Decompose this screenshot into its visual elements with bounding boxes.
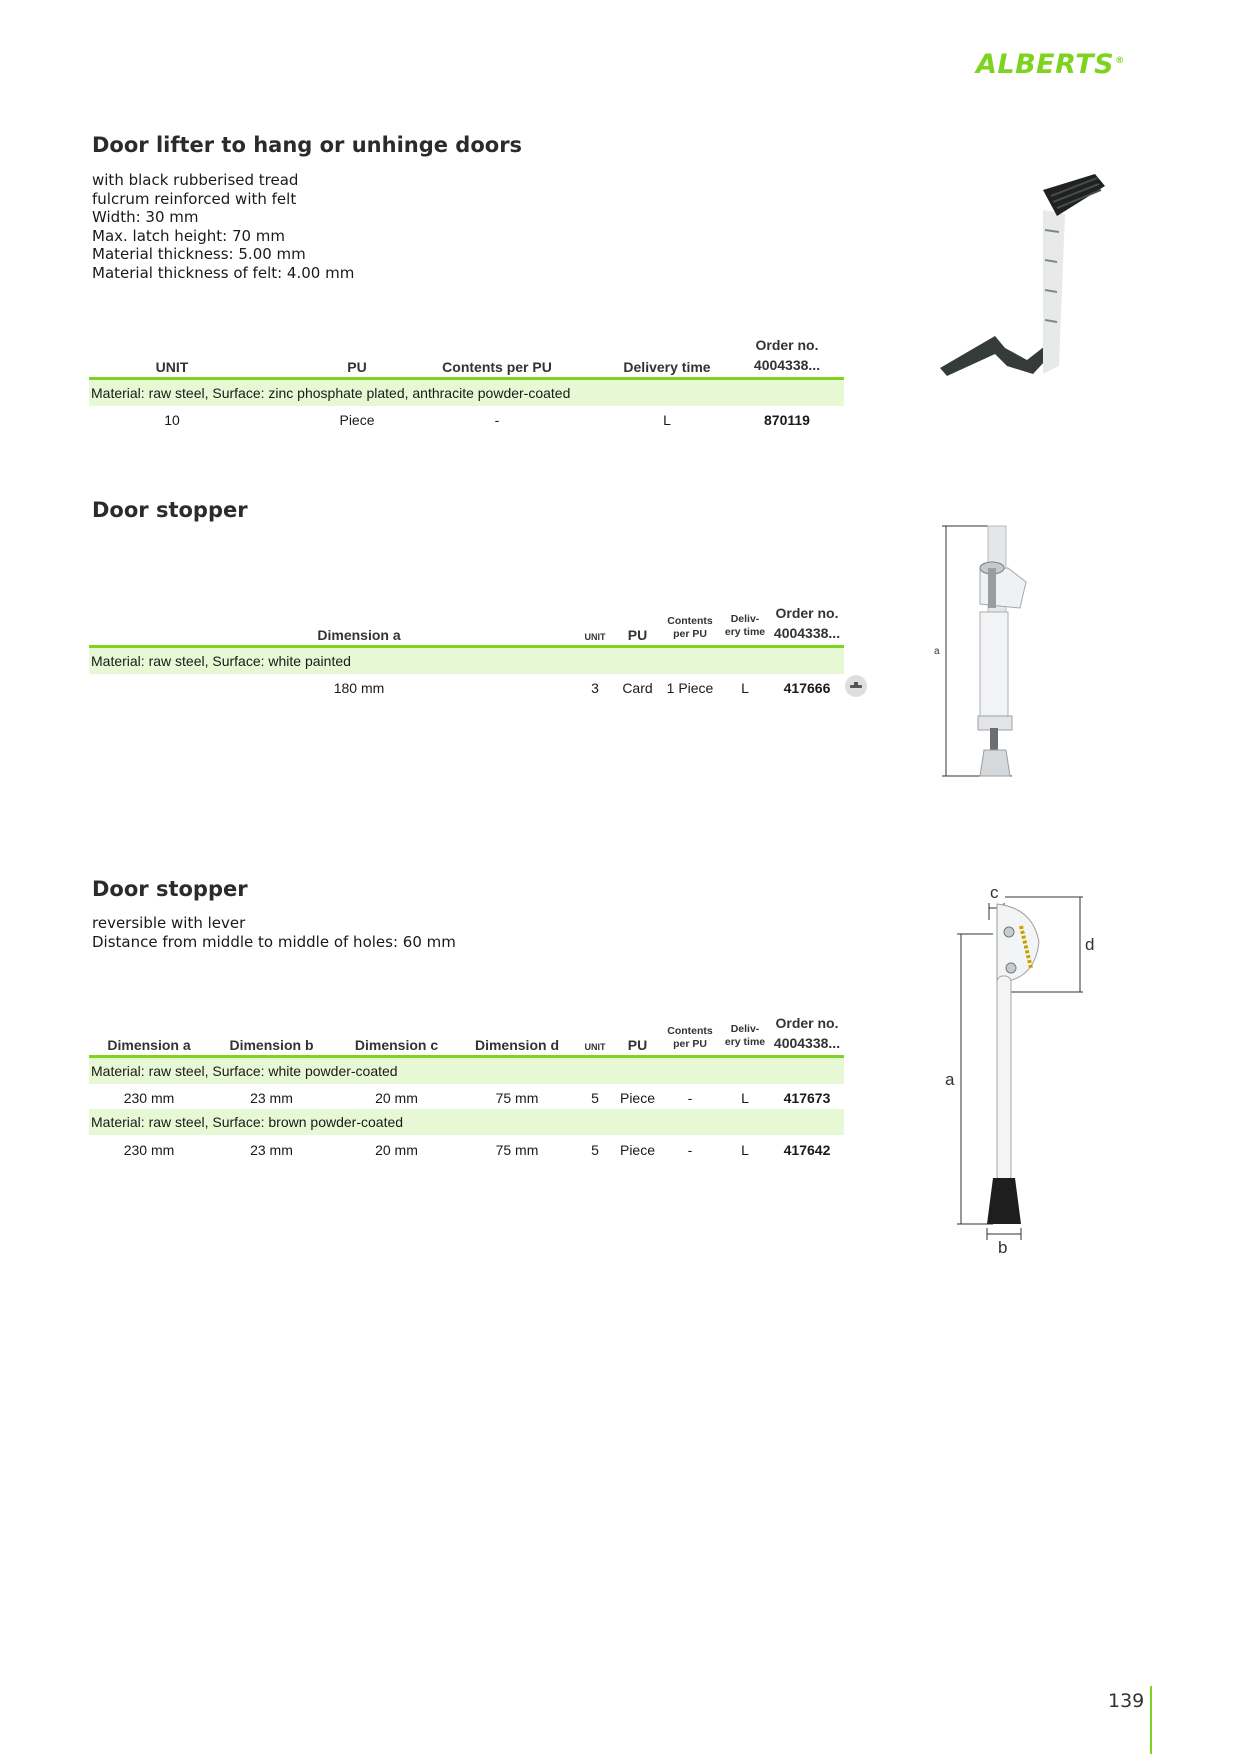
cell-unit: 10: [164, 412, 180, 428]
door-lifter-table: [89, 335, 844, 435]
door-stopper-2-image: [935, 878, 1110, 1258]
cell-order-no: 870119: [764, 412, 810, 428]
description-line: Max. latch height: 70 mm: [92, 226, 286, 245]
cell-unit: 3: [591, 680, 599, 696]
description-line: Distance from middle to middle of holes: 60 mm: [92, 932, 456, 951]
cell-delivery: L: [741, 680, 749, 696]
cell-contents: -: [687, 1090, 693, 1106]
cell-dim-d: 75 mm: [495, 1090, 539, 1106]
header-unit: UNIT: [584, 632, 606, 642]
description-line: Material thickness: 5.00 mm: [92, 245, 306, 264]
material-band: Material: raw steel, Surface: brown powder-coated: [89, 1109, 844, 1135]
door-stopper-table-1: [89, 603, 844, 703]
dimension-a-label: a: [945, 1070, 955, 1089]
page-number: 139: [1108, 1690, 1145, 1712]
cell-dim-d: 75 mm: [495, 1142, 539, 1158]
door-lifter-description: [92, 171, 354, 283]
cell-delivery: L: [663, 412, 671, 428]
cell-pu: Piece: [619, 1090, 656, 1106]
header-contents: Contents per PU: [442, 359, 552, 375]
description-line: Material thickness of felt: 4.00 mm: [92, 263, 355, 282]
cell-pu: Piece: [619, 1142, 656, 1158]
door-stopper-table-2: [89, 1013, 844, 1173]
cell-unit: 5: [591, 1142, 599, 1158]
header-dim-d: Dimension d: [474, 1037, 559, 1053]
cell-delivery: L: [741, 1142, 749, 1158]
header-pu: PU: [627, 627, 648, 643]
header-pu: PU: [627, 1037, 648, 1053]
cell-dim-c: 20 mm: [375, 1142, 418, 1158]
cell-order-no: 417673: [783, 1090, 831, 1106]
cell-order-no: 417642: [783, 1142, 831, 1158]
dimension-c-label: c: [990, 883, 999, 902]
header-order-no: Order no. 4004338...: [773, 605, 841, 641]
page-number-rule: [1150, 1686, 1152, 1754]
description-line: with black rubberised tread: [92, 171, 299, 189]
door-lifter-image: [935, 170, 1115, 380]
header-dim-a: Dimension a: [107, 1037, 191, 1053]
header-unit: UNIT: [155, 359, 189, 375]
section-title-door-lifter: Door lifter to hang or unhinge doors: [92, 133, 523, 157]
section-title-door-stopper-2: Door stopper: [92, 877, 248, 901]
description-line: fulcrum reinforced with felt: [92, 189, 297, 208]
header-delivery: Delivery time: [623, 359, 711, 375]
cell-pu: Card: [622, 680, 653, 696]
cell-dim-b: 23 mm: [250, 1142, 293, 1158]
dimension-b-label: b: [998, 1238, 1008, 1257]
door-stopper-1-image: [930, 520, 1050, 780]
cell-order-no: 417666: [783, 680, 831, 696]
cell-unit: 5: [591, 1090, 599, 1106]
cell-dim-c: 20 mm: [375, 1090, 418, 1106]
header-order-no: Order no. 4004338...: [773, 1015, 841, 1051]
description-line: Width: 30 mm: [92, 208, 199, 227]
header-pu: PU: [347, 359, 367, 375]
cell-contents: -: [494, 412, 500, 428]
cell-contents: -: [687, 1142, 693, 1158]
cell-dim-a: 230 mm: [123, 1090, 175, 1106]
header-dim-c: Dimension c: [354, 1037, 439, 1053]
cell-delivery: L: [741, 1090, 749, 1106]
header-dim-a: Dimension a: [317, 627, 401, 643]
material-band: Material: raw steel, Surface: zinc phosphate plated, anthracite powder-coated: [89, 380, 844, 406]
header-dim-b: Dimension b: [229, 1037, 314, 1053]
header-delivery: Deliv- ery time: [724, 1023, 766, 1048]
material-band: Material: raw steel, Surface: white painted: [89, 648, 844, 674]
description-line: reversible with lever: [92, 914, 246, 932]
cell-dim-a: 230 mm: [123, 1142, 175, 1158]
material-band: Material: raw steel, Surface: white powder-coated: [89, 1058, 844, 1084]
header-unit: UNIT: [584, 1042, 606, 1052]
dimension-d-label: d: [1085, 935, 1095, 954]
brand-logo: ALBERTS®: [976, 49, 1125, 80]
header-order-no: Order no. 4004338...: [753, 337, 821, 373]
header-delivery: Deliv- ery time: [724, 613, 766, 638]
header-contents: Contents per PU: [667, 1025, 713, 1050]
cell-pu: Piece: [339, 412, 375, 428]
header-contents: Contents per PU: [667, 615, 713, 640]
door-stopper-2-description: [92, 914, 456, 951]
section-title-door-stopper-1: Door stopper: [92, 498, 248, 522]
cell-dim-a: 180 mm: [333, 680, 385, 696]
packaging-card-icon: [845, 675, 867, 697]
cell-contents: 1 Piece: [666, 680, 714, 696]
cell-dim-b: 23 mm: [250, 1090, 293, 1106]
dimension-a-label: a: [934, 646, 940, 657]
